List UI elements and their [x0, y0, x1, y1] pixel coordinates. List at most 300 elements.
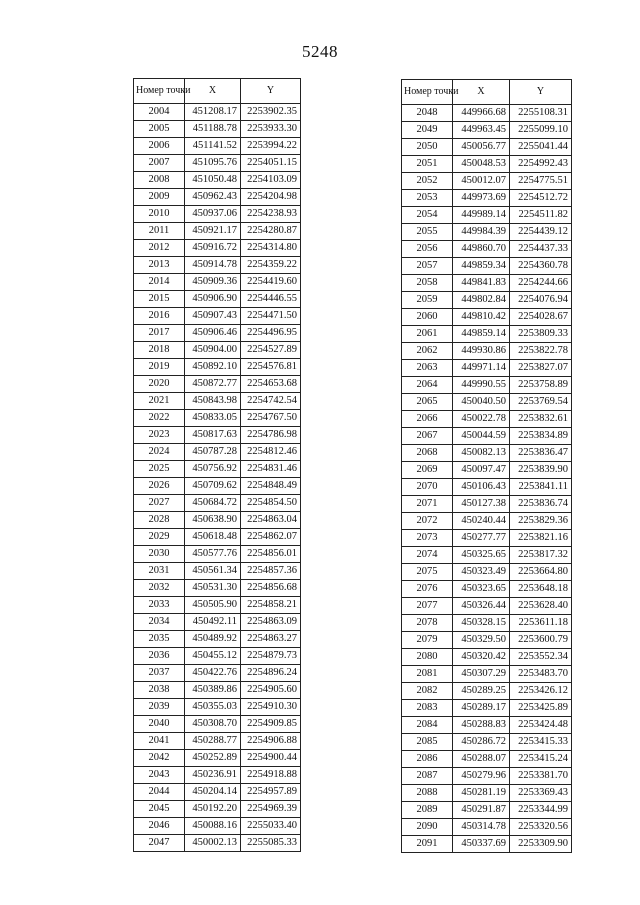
y-coordinate-cell: 2254314.80 — [241, 240, 301, 257]
table-row — [134, 138, 301, 155]
y-coordinate-cell: 2253415.24 — [510, 751, 572, 768]
table-row — [402, 394, 572, 411]
x-coordinate-cell: 450314.78 — [453, 819, 510, 836]
x-coordinate-cell: 450909.36 — [185, 274, 241, 291]
table-row — [402, 547, 572, 564]
point-number-cell: 2016 — [134, 308, 185, 325]
table-row — [134, 274, 301, 291]
table-row — [402, 139, 572, 156]
table-row — [402, 445, 572, 462]
y-coordinate-cell: 2254280.87 — [241, 223, 301, 240]
table-row — [134, 206, 301, 223]
table-row — [134, 291, 301, 308]
table-row — [134, 699, 301, 716]
x-coordinate-cell: 450709.62 — [185, 478, 241, 495]
x-coordinate-cell: 449971.14 — [453, 360, 510, 377]
y-coordinate-cell: 2253628.40 — [510, 598, 572, 615]
y-coordinate-cell: 2253426.12 — [510, 683, 572, 700]
x-coordinate-cell: 450012.07 — [453, 173, 510, 190]
x-coordinate-cell: 450817.63 — [185, 427, 241, 444]
point-number-cell: 2051 — [402, 156, 453, 173]
y-coordinate-cell: 2253827.07 — [510, 360, 572, 377]
point-number-cell: 2042 — [134, 750, 185, 767]
point-number-cell: 2005 — [134, 121, 185, 138]
table-row — [134, 410, 301, 427]
point-number-cell: 2056 — [402, 241, 453, 258]
point-number-cell: 2049 — [402, 122, 453, 139]
table-row — [134, 835, 301, 852]
x-coordinate-cell: 450962.43 — [185, 189, 241, 206]
x-coordinate-cell: 451050.48 — [185, 172, 241, 189]
table-row — [402, 717, 572, 734]
table-row — [402, 207, 572, 224]
table-row — [402, 258, 572, 275]
x-coordinate-cell: 450291.87 — [453, 802, 510, 819]
table-row — [134, 614, 301, 631]
x-coordinate-cell: 450127.38 — [453, 496, 510, 513]
table-row — [402, 564, 572, 581]
y-coordinate-cell: 2253424.48 — [510, 717, 572, 734]
y-coordinate-cell: 2253415.33 — [510, 734, 572, 751]
point-number-cell: 2029 — [134, 529, 185, 546]
point-number-cell: 2076 — [402, 581, 453, 598]
x-coordinate-cell: 450531.30 — [185, 580, 241, 597]
x-coordinate-cell: 450389.86 — [185, 682, 241, 699]
header-y: Y — [241, 79, 301, 104]
point-number-cell: 2055 — [402, 224, 453, 241]
point-number-cell: 2011 — [134, 223, 185, 240]
table-row — [402, 666, 572, 683]
x-coordinate-cell: 450618.48 — [185, 529, 241, 546]
header-x: X — [453, 80, 510, 105]
x-coordinate-cell: 450286.72 — [453, 734, 510, 751]
x-coordinate-cell: 450289.17 — [453, 700, 510, 717]
y-coordinate-cell: 2255033.40 — [241, 818, 301, 835]
point-number-cell: 2024 — [134, 444, 185, 461]
point-number-cell: 2014 — [134, 274, 185, 291]
table-row — [134, 155, 301, 172]
y-coordinate-cell: 2253611.18 — [510, 615, 572, 632]
table-row — [402, 411, 572, 428]
point-number-cell: 2026 — [134, 478, 185, 495]
x-coordinate-cell: 450323.49 — [453, 564, 510, 581]
point-number-cell: 2004 — [134, 104, 185, 121]
y-coordinate-cell: 2254512.72 — [510, 190, 572, 207]
x-coordinate-cell: 450787.28 — [185, 444, 241, 461]
y-coordinate-cell: 2254767.50 — [241, 410, 301, 427]
table-row — [134, 325, 301, 342]
point-number-cell: 2048 — [402, 105, 453, 122]
point-number-cell: 2025 — [134, 461, 185, 478]
point-number-cell: 2072 — [402, 513, 453, 530]
point-number-cell: 2089 — [402, 802, 453, 819]
table-row — [134, 818, 301, 835]
point-number-cell: 2078 — [402, 615, 453, 632]
y-coordinate-cell: 2254244.66 — [510, 275, 572, 292]
y-coordinate-cell: 2254496.95 — [241, 325, 301, 342]
y-coordinate-cell: 2253822.78 — [510, 343, 572, 360]
point-number-cell: 2052 — [402, 173, 453, 190]
x-coordinate-cell: 450048.53 — [453, 156, 510, 173]
point-number-cell: 2008 — [134, 172, 185, 189]
y-coordinate-cell: 2253841.11 — [510, 479, 572, 496]
x-coordinate-cell: 450355.03 — [185, 699, 241, 716]
x-coordinate-cell: 450872.77 — [185, 376, 241, 393]
table-row — [402, 836, 572, 853]
header-point-number: Номер точки — [402, 80, 453, 105]
point-number-cell: 2027 — [134, 495, 185, 512]
point-number-cell: 2007 — [134, 155, 185, 172]
point-number-cell: 2032 — [134, 580, 185, 597]
y-coordinate-cell: 2253994.22 — [241, 138, 301, 155]
header-x: X — [185, 79, 241, 104]
x-coordinate-cell: 450921.17 — [185, 223, 241, 240]
y-coordinate-cell: 2255099.10 — [510, 122, 572, 139]
table-row — [134, 801, 301, 818]
y-coordinate-cell: 2254103.09 — [241, 172, 301, 189]
point-number-cell: 2009 — [134, 189, 185, 206]
x-coordinate-cell: 449966.68 — [453, 105, 510, 122]
y-coordinate-cell: 2254992.43 — [510, 156, 572, 173]
table-row — [402, 734, 572, 751]
table-row — [134, 223, 301, 240]
table-row — [134, 682, 301, 699]
table-row — [134, 427, 301, 444]
x-coordinate-cell: 450455.12 — [185, 648, 241, 665]
table-row — [134, 563, 301, 580]
x-coordinate-cell: 450892.10 — [185, 359, 241, 376]
x-coordinate-cell: 450904.00 — [185, 342, 241, 359]
y-coordinate-cell: 2254863.09 — [241, 614, 301, 631]
x-coordinate-cell: 450489.92 — [185, 631, 241, 648]
y-coordinate-cell: 2255085.33 — [241, 835, 301, 852]
y-coordinate-cell: 2253839.90 — [510, 462, 572, 479]
x-coordinate-cell: 450097.47 — [453, 462, 510, 479]
x-coordinate-cell: 450907.43 — [185, 308, 241, 325]
y-coordinate-cell: 2254653.68 — [241, 376, 301, 393]
y-coordinate-cell: 2254909.85 — [241, 716, 301, 733]
y-coordinate-cell: 2253664.80 — [510, 564, 572, 581]
point-number-cell: 2023 — [134, 427, 185, 444]
table-row — [402, 360, 572, 377]
table-row — [402, 105, 572, 122]
table-row — [402, 173, 572, 190]
point-number-cell: 2065 — [402, 394, 453, 411]
x-coordinate-cell: 450916.72 — [185, 240, 241, 257]
table-row — [402, 598, 572, 615]
table-row — [402, 292, 572, 309]
table-row — [402, 377, 572, 394]
y-coordinate-cell: 2254863.27 — [241, 631, 301, 648]
table-row — [134, 461, 301, 478]
y-coordinate-cell: 2254359.22 — [241, 257, 301, 274]
x-coordinate-cell: 450906.46 — [185, 325, 241, 342]
y-coordinate-cell: 2254900.44 — [241, 750, 301, 767]
table-row — [402, 581, 572, 598]
point-number-cell: 2019 — [134, 359, 185, 376]
x-coordinate-cell: 450252.89 — [185, 750, 241, 767]
y-coordinate-cell: 2254527.89 — [241, 342, 301, 359]
table-row — [402, 343, 572, 360]
x-coordinate-cell: 451188.78 — [185, 121, 241, 138]
y-coordinate-cell: 2254879.73 — [241, 648, 301, 665]
table-row — [134, 376, 301, 393]
x-coordinate-cell: 450236.91 — [185, 767, 241, 784]
coordinates-table-left — [133, 78, 301, 852]
y-coordinate-cell: 2254906.88 — [241, 733, 301, 750]
y-coordinate-cell: 2254446.55 — [241, 291, 301, 308]
x-coordinate-cell: 450323.65 — [453, 581, 510, 598]
x-coordinate-cell: 450277.77 — [453, 530, 510, 547]
x-coordinate-cell: 450288.83 — [453, 717, 510, 734]
y-coordinate-cell: 2253836.74 — [510, 496, 572, 513]
point-number-cell: 2073 — [402, 530, 453, 547]
point-number-cell: 2080 — [402, 649, 453, 666]
y-coordinate-cell: 2254076.94 — [510, 292, 572, 309]
table-row — [134, 393, 301, 410]
x-coordinate-cell: 450279.96 — [453, 768, 510, 785]
point-number-cell: 2081 — [402, 666, 453, 683]
point-number-cell: 2013 — [134, 257, 185, 274]
x-coordinate-cell: 450577.76 — [185, 546, 241, 563]
point-number-cell: 2022 — [134, 410, 185, 427]
table-row — [134, 784, 301, 801]
point-number-cell: 2074 — [402, 547, 453, 564]
x-coordinate-cell: 450288.07 — [453, 751, 510, 768]
table-row — [134, 512, 301, 529]
table-row — [402, 241, 572, 258]
x-coordinate-cell: 450505.90 — [185, 597, 241, 614]
x-coordinate-cell: 450756.92 — [185, 461, 241, 478]
y-coordinate-cell: 2253832.61 — [510, 411, 572, 428]
point-number-cell: 2010 — [134, 206, 185, 223]
point-number-cell: 2039 — [134, 699, 185, 716]
x-coordinate-cell: 449802.84 — [453, 292, 510, 309]
y-coordinate-cell: 2254856.01 — [241, 546, 301, 563]
x-coordinate-cell: 451141.52 — [185, 138, 241, 155]
x-coordinate-cell: 450056.77 — [453, 139, 510, 156]
x-coordinate-cell: 450288.77 — [185, 733, 241, 750]
table-row — [402, 819, 572, 836]
y-coordinate-cell: 2253817.32 — [510, 547, 572, 564]
point-number-cell: 2030 — [134, 546, 185, 563]
point-number-cell: 2046 — [134, 818, 185, 835]
table-row — [402, 751, 572, 768]
x-coordinate-cell: 450914.78 — [185, 257, 241, 274]
x-coordinate-cell: 449841.83 — [453, 275, 510, 292]
table-row — [402, 700, 572, 717]
y-coordinate-cell: 2253836.47 — [510, 445, 572, 462]
point-number-cell: 2068 — [402, 445, 453, 462]
header-y: Y — [510, 80, 572, 105]
x-coordinate-cell: 449810.42 — [453, 309, 510, 326]
x-coordinate-cell: 449859.14 — [453, 326, 510, 343]
table-row — [134, 444, 301, 461]
point-number-cell: 2083 — [402, 700, 453, 717]
x-coordinate-cell: 449859.34 — [453, 258, 510, 275]
y-coordinate-cell: 2254742.54 — [241, 393, 301, 410]
table-row — [402, 496, 572, 513]
point-number-cell: 2086 — [402, 751, 453, 768]
x-coordinate-cell: 450289.25 — [453, 683, 510, 700]
point-number-cell: 2059 — [402, 292, 453, 309]
point-number-cell: 2079 — [402, 632, 453, 649]
point-number-cell: 2087 — [402, 768, 453, 785]
point-number-cell: 2043 — [134, 767, 185, 784]
point-number-cell: 2090 — [402, 819, 453, 836]
header-point-number: Номер точки — [134, 79, 185, 104]
table-row — [134, 546, 301, 563]
point-number-cell: 2041 — [134, 733, 185, 750]
point-number-cell: 2045 — [134, 801, 185, 818]
y-coordinate-cell: 2253809.33 — [510, 326, 572, 343]
table-row — [134, 257, 301, 274]
table-row — [134, 767, 301, 784]
table-row — [134, 342, 301, 359]
y-coordinate-cell: 2254238.93 — [241, 206, 301, 223]
x-coordinate-cell: 450328.15 — [453, 615, 510, 632]
point-number-cell: 2040 — [134, 716, 185, 733]
y-coordinate-cell: 2254905.60 — [241, 682, 301, 699]
y-coordinate-cell: 2253829.36 — [510, 513, 572, 530]
y-coordinate-cell: 2253483.70 — [510, 666, 572, 683]
y-coordinate-cell: 2254858.21 — [241, 597, 301, 614]
x-coordinate-cell: 450082.13 — [453, 445, 510, 462]
point-number-cell: 2021 — [134, 393, 185, 410]
y-coordinate-cell: 2254204.98 — [241, 189, 301, 206]
table-row — [402, 224, 572, 241]
y-coordinate-cell: 2254471.50 — [241, 308, 301, 325]
y-coordinate-cell: 2253648.18 — [510, 581, 572, 598]
point-number-cell: 2015 — [134, 291, 185, 308]
x-coordinate-cell: 450684.72 — [185, 495, 241, 512]
y-coordinate-cell: 2254360.78 — [510, 258, 572, 275]
table-row — [134, 631, 301, 648]
table-row — [134, 240, 301, 257]
x-coordinate-cell: 449984.39 — [453, 224, 510, 241]
table-row — [134, 716, 301, 733]
point-number-cell: 2070 — [402, 479, 453, 496]
table-row — [402, 309, 572, 326]
x-coordinate-cell: 450337.69 — [453, 836, 510, 853]
x-coordinate-cell: 450329.50 — [453, 632, 510, 649]
point-number-cell: 2085 — [402, 734, 453, 751]
y-coordinate-cell: 2254848.49 — [241, 478, 301, 495]
y-coordinate-cell: 2253933.30 — [241, 121, 301, 138]
y-coordinate-cell: 2254051.15 — [241, 155, 301, 172]
table-row — [402, 462, 572, 479]
x-coordinate-cell: 450308.70 — [185, 716, 241, 733]
table-row — [402, 768, 572, 785]
table-row — [134, 665, 301, 682]
point-number-cell: 2071 — [402, 496, 453, 513]
point-number-cell: 2038 — [134, 682, 185, 699]
x-coordinate-cell: 449973.69 — [453, 190, 510, 207]
table-row — [402, 802, 572, 819]
table-row — [402, 428, 572, 445]
y-coordinate-cell: 2254439.12 — [510, 224, 572, 241]
x-coordinate-cell: 449989.14 — [453, 207, 510, 224]
y-coordinate-cell: 2254812.46 — [241, 444, 301, 461]
table-row — [134, 172, 301, 189]
table-row — [402, 632, 572, 649]
point-number-cell: 2020 — [134, 376, 185, 393]
point-number-cell: 2012 — [134, 240, 185, 257]
point-number-cell: 2058 — [402, 275, 453, 292]
table-row — [402, 479, 572, 496]
y-coordinate-cell: 2254854.50 — [241, 495, 301, 512]
y-coordinate-cell: 2253344.99 — [510, 802, 572, 819]
point-number-cell: 2054 — [402, 207, 453, 224]
x-coordinate-cell: 450106.43 — [453, 479, 510, 496]
x-coordinate-cell: 450040.50 — [453, 394, 510, 411]
x-coordinate-cell: 451208.17 — [185, 104, 241, 121]
y-coordinate-cell: 2254957.89 — [241, 784, 301, 801]
table-row — [134, 308, 301, 325]
y-coordinate-cell: 2253369.43 — [510, 785, 572, 802]
x-coordinate-cell: 450833.05 — [185, 410, 241, 427]
y-coordinate-cell: 2253758.89 — [510, 377, 572, 394]
y-coordinate-cell: 2253834.89 — [510, 428, 572, 445]
x-coordinate-cell: 450843.98 — [185, 393, 241, 410]
table-row — [402, 615, 572, 632]
y-coordinate-cell: 2254511.82 — [510, 207, 572, 224]
point-number-cell: 2091 — [402, 836, 453, 853]
y-coordinate-cell: 2254863.04 — [241, 512, 301, 529]
x-coordinate-cell: 451095.76 — [185, 155, 241, 172]
point-number-cell: 2066 — [402, 411, 453, 428]
y-coordinate-cell: 2254856.68 — [241, 580, 301, 597]
table-row — [402, 530, 572, 547]
table-row — [402, 122, 572, 139]
point-number-cell: 2050 — [402, 139, 453, 156]
table-row — [134, 495, 301, 512]
point-number-cell: 2084 — [402, 717, 453, 734]
point-number-cell: 2057 — [402, 258, 453, 275]
table-header-row — [134, 79, 301, 104]
x-coordinate-cell: 450937.06 — [185, 206, 241, 223]
table-row — [402, 649, 572, 666]
table-row — [134, 121, 301, 138]
y-coordinate-cell: 2253769.54 — [510, 394, 572, 411]
point-number-cell: 2061 — [402, 326, 453, 343]
point-number-cell: 2062 — [402, 343, 453, 360]
y-coordinate-cell: 2254857.36 — [241, 563, 301, 580]
y-coordinate-cell: 2253425.89 — [510, 700, 572, 717]
x-coordinate-cell: 450320.42 — [453, 649, 510, 666]
table-row — [134, 478, 301, 495]
point-number-cell: 2034 — [134, 614, 185, 631]
point-number-cell: 2053 — [402, 190, 453, 207]
table-row — [402, 156, 572, 173]
y-coordinate-cell: 2254437.33 — [510, 241, 572, 258]
x-coordinate-cell: 450192.20 — [185, 801, 241, 818]
y-coordinate-cell: 2253902.35 — [241, 104, 301, 121]
x-coordinate-cell: 449963.45 — [453, 122, 510, 139]
point-number-cell: 2031 — [134, 563, 185, 580]
point-number-cell: 2018 — [134, 342, 185, 359]
x-coordinate-cell: 450022.78 — [453, 411, 510, 428]
x-coordinate-cell: 450088.16 — [185, 818, 241, 835]
point-number-cell: 2035 — [134, 631, 185, 648]
point-number-cell: 2047 — [134, 835, 185, 852]
point-number-cell: 2037 — [134, 665, 185, 682]
point-number-cell: 2063 — [402, 360, 453, 377]
table-row — [402, 513, 572, 530]
x-coordinate-cell: 449860.70 — [453, 241, 510, 258]
y-coordinate-cell: 2253381.70 — [510, 768, 572, 785]
point-number-cell: 2064 — [402, 377, 453, 394]
